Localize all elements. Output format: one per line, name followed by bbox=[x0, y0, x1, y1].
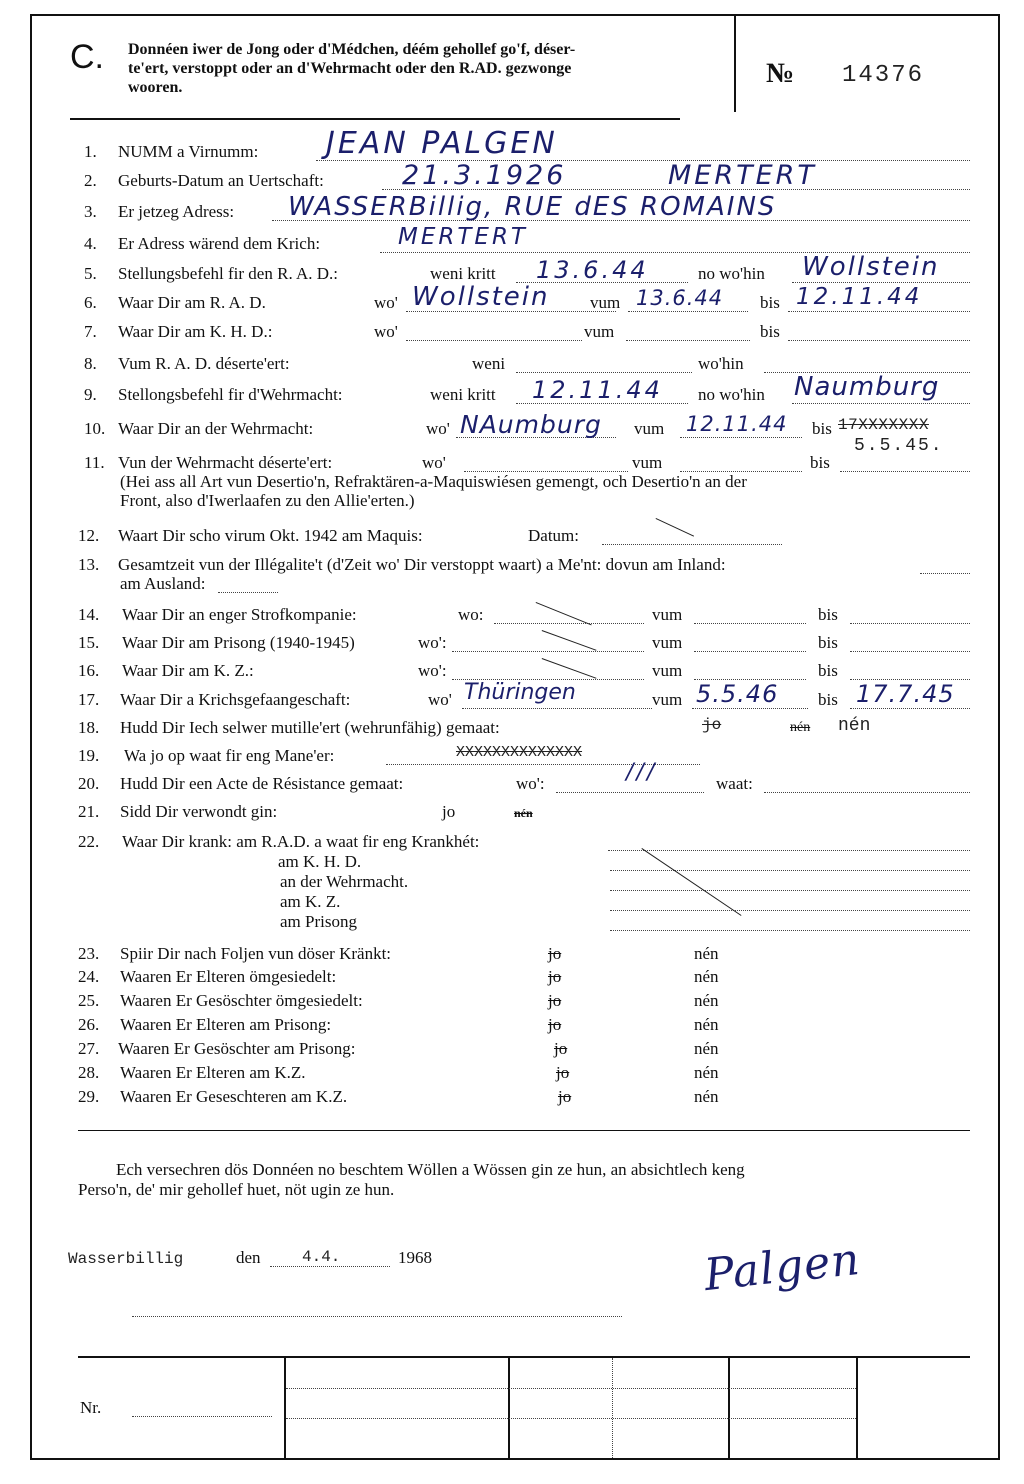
handwritten-place: Naumburg bbox=[794, 372, 940, 402]
row-number: 3. bbox=[84, 202, 97, 221]
row-label: Waar Dir am K. H. D.: bbox=[118, 322, 273, 341]
field-label: bis bbox=[760, 293, 780, 312]
handwritten-place: Wollstein bbox=[412, 282, 550, 312]
fill-line bbox=[692, 708, 808, 709]
row-number: 15. bbox=[78, 633, 100, 652]
field-label: wo' bbox=[374, 293, 398, 312]
handwritten-birth-place: MERTERT bbox=[668, 160, 817, 191]
fill-line bbox=[556, 792, 704, 793]
fill-line bbox=[132, 1316, 622, 1317]
field-label: vum bbox=[590, 293, 621, 312]
fill-line bbox=[792, 403, 970, 404]
option-no: nén bbox=[694, 1063, 719, 1082]
row-label: Hudd Dir een Acte de Résistance gemaat: bbox=[120, 774, 404, 793]
field-label: vum bbox=[652, 661, 683, 680]
row-number: 22. bbox=[78, 832, 100, 851]
row-label: Waart Dir scho virum Okt. 1942 am Maquis: bbox=[118, 526, 423, 545]
row-label: Waar Dir am K. Z.: bbox=[122, 661, 254, 680]
fill-line bbox=[452, 651, 644, 652]
row-number: 14. bbox=[78, 605, 100, 624]
row-number: 18. bbox=[78, 718, 100, 737]
row-label: NUMM a Virnumm: bbox=[118, 142, 259, 161]
row-number: 13. bbox=[78, 555, 100, 574]
declaration-rule bbox=[78, 1130, 970, 1131]
fill-line bbox=[694, 651, 806, 652]
field-label: wo': bbox=[418, 633, 447, 652]
fill-line bbox=[462, 708, 652, 709]
handwritten-war-address: MERTERT bbox=[398, 224, 528, 250]
row-number: 26. bbox=[78, 1015, 100, 1034]
field-label: wo' bbox=[422, 453, 446, 472]
header-title-line: Donnéen iwer de Jong oder d'Médchen, déém gehollef go'f, déser- bbox=[128, 41, 576, 58]
handwritten-place: Wollstein bbox=[802, 252, 940, 282]
crossed-out-text: XXXXXXXXXXXXXX bbox=[456, 744, 583, 761]
crossed-out-date: 17XXXXXXX bbox=[838, 416, 929, 434]
field-label: wo': bbox=[516, 774, 545, 793]
option-yes-crossed: jo bbox=[548, 944, 562, 963]
crossed-out-option: nén bbox=[790, 720, 811, 735]
header-title-line: te'ert, verstoppt oder an d'Wehrmacht oder den R.AD. gezwonge bbox=[128, 60, 572, 77]
questionnaire-form bbox=[30, 14, 1000, 1460]
note-line: Front, also d'Iwerlaafen zu den Allie'erten.) bbox=[120, 491, 415, 510]
header-bottom-rule bbox=[70, 118, 680, 120]
handwritten-place: NAumburg bbox=[460, 410, 602, 439]
fill-line bbox=[840, 471, 970, 472]
row-label: Hudd Dir Iech selwer mutille'ert (wehrunfähig) gemaat: bbox=[120, 718, 500, 737]
row-label: Waaren Er Elteren am Prisong: bbox=[120, 1015, 332, 1034]
row-label: Waar Dir am R. A. D. bbox=[118, 293, 266, 312]
number-symbol: № bbox=[766, 58, 795, 89]
fill-line bbox=[608, 850, 970, 851]
field-label: weni kritt bbox=[430, 264, 496, 283]
fill-line bbox=[610, 910, 970, 911]
sub-label: am K. H. D. bbox=[278, 852, 362, 871]
pen-mark bbox=[542, 658, 597, 679]
fill-line bbox=[694, 623, 806, 624]
form-letter: C. bbox=[70, 38, 104, 76]
row-number: 1. bbox=[84, 142, 97, 161]
row-number: 7. bbox=[84, 322, 97, 341]
footer-number-label: Nr. bbox=[80, 1398, 102, 1417]
declaration-line: Perso'n, de' mir gehollef huet, nöt ugin ze hun. bbox=[78, 1180, 395, 1199]
year-label: 1968 bbox=[398, 1248, 432, 1267]
row-number: 29. bbox=[78, 1087, 100, 1106]
fill-line bbox=[406, 340, 582, 341]
field-label: wo': bbox=[418, 661, 447, 680]
footer-divider bbox=[856, 1356, 858, 1460]
field-label: wo' bbox=[426, 419, 450, 438]
sub-label: am K. Z. bbox=[280, 892, 341, 911]
row-number: 17. bbox=[78, 690, 100, 709]
footer-divider bbox=[728, 1356, 730, 1460]
fill-line bbox=[610, 870, 970, 871]
field-label: vum bbox=[652, 605, 683, 624]
row-label: Vum R. A. D. déserte'ert: bbox=[118, 354, 290, 373]
footer-dotted-divider bbox=[612, 1358, 613, 1458]
pen-mark bbox=[641, 848, 741, 916]
sub-label: am Prisong bbox=[280, 912, 357, 931]
footer-top-rule bbox=[78, 1356, 970, 1358]
row-label: Sidd Dir verwondt gin: bbox=[120, 802, 278, 821]
row-label: Waaren Er Gesöschter ömgesiedelt: bbox=[120, 991, 363, 1010]
fill-line bbox=[494, 623, 644, 624]
fill-line bbox=[610, 890, 970, 891]
fill-line bbox=[132, 1416, 272, 1417]
field-label: vum bbox=[652, 633, 683, 652]
form-number: 14376 bbox=[842, 62, 925, 89]
row-label: Stellungsbefehl fir den R. A. D.: bbox=[118, 264, 339, 283]
typed-date: 4.4. bbox=[302, 1248, 341, 1266]
field-label: bis bbox=[818, 633, 838, 652]
row-number: 16. bbox=[78, 661, 100, 680]
row-number: 19. bbox=[78, 746, 100, 765]
fill-line bbox=[628, 311, 748, 312]
row-number: 25. bbox=[78, 991, 100, 1010]
row-label: Waaren Er Gesöschter am Prisong: bbox=[118, 1039, 356, 1058]
row-label: Vun der Wehrmacht déserte'ert: bbox=[118, 453, 333, 472]
row-number: 8. bbox=[84, 354, 97, 373]
crossed-out-option: jo bbox=[702, 716, 722, 734]
handwritten-date: 12.11.44 bbox=[796, 284, 923, 310]
row-number: 23. bbox=[78, 944, 100, 963]
field-label: vum bbox=[584, 322, 615, 341]
handwritten-date: 13.6.44 bbox=[636, 286, 724, 310]
field-label: weni kritt bbox=[430, 385, 496, 404]
row-number: 6. bbox=[84, 293, 97, 312]
declaration-line: Ech versechren dös Donnéen no beschtem Wöllen a Wössen gin ze hun, an absichtlech keng bbox=[116, 1160, 745, 1179]
handwritten-date: 12.11.44 bbox=[686, 412, 788, 436]
row-label: Er jetzeg Adress: bbox=[118, 202, 235, 221]
footer-dotted-rule bbox=[286, 1418, 856, 1419]
field-label: waat: bbox=[716, 774, 753, 793]
row-number: 5. bbox=[84, 264, 97, 283]
date-prefix-label: den bbox=[236, 1248, 261, 1267]
row-label: Spiir Dir nach Foljen vun döser Kränkt: bbox=[120, 944, 392, 963]
field-label: bis bbox=[818, 661, 838, 680]
sub-label: an der Wehrmacht. bbox=[280, 872, 409, 891]
row-label: Geburts-Datum an Uertschaft: bbox=[118, 171, 324, 190]
handwritten-date: 5.5.46 bbox=[696, 680, 779, 708]
fill-line bbox=[850, 623, 970, 624]
fill-line bbox=[680, 437, 802, 438]
fill-line bbox=[920, 573, 970, 574]
row-number: 4. bbox=[84, 234, 97, 253]
row-number: 11. bbox=[84, 453, 105, 472]
handwritten-date: 17.7.45 bbox=[856, 680, 955, 708]
typed-answer: nén bbox=[838, 716, 871, 736]
field-label: vum bbox=[634, 419, 665, 438]
header-title bbox=[128, 40, 575, 97]
field-label: bis bbox=[810, 453, 830, 472]
field-label: bis bbox=[760, 322, 780, 341]
row-label: Waar Dir a Krichsgefaangeschaft: bbox=[120, 690, 351, 709]
fill-line bbox=[270, 1266, 390, 1267]
header-divider bbox=[734, 16, 736, 112]
row-label: Waaren Er Geseschteren am K.Z. bbox=[120, 1087, 348, 1106]
option-yes-crossed: jo bbox=[554, 1039, 568, 1058]
row-label: Stellongsbefehl fir d'Wehrmacht: bbox=[118, 385, 343, 404]
row-label: Waar Dir an der Wehrmacht: bbox=[118, 419, 314, 438]
footer-divider bbox=[284, 1356, 286, 1460]
fill-line bbox=[764, 792, 970, 793]
row-label: Waar Dir am Prisong (1940-1945) bbox=[122, 633, 355, 652]
handwritten-date: 13.6.44 bbox=[536, 256, 649, 284]
fill-line bbox=[610, 930, 970, 931]
handwritten-birth-date: 21.3.1926 bbox=[402, 160, 567, 191]
row-number: 21. bbox=[78, 802, 100, 821]
option-no: nén bbox=[694, 1087, 719, 1106]
typed-date: 5.5.45. bbox=[854, 436, 944, 456]
typed-place: Wasserbillig bbox=[68, 1250, 184, 1268]
fill-line bbox=[626, 340, 750, 341]
field-label: Datum: bbox=[528, 526, 579, 545]
handwritten-current-address: WASSERBillig, RUE dES ROMAINS bbox=[288, 192, 777, 222]
fill-line bbox=[516, 372, 692, 373]
option-yes-crossed: jo bbox=[558, 1087, 572, 1106]
pen-mark bbox=[656, 518, 694, 537]
handwritten-place: Thüringen bbox=[464, 680, 576, 705]
fill-line bbox=[850, 708, 970, 709]
row-label: am Ausland: bbox=[120, 574, 206, 593]
footer-divider bbox=[508, 1356, 510, 1460]
footer-dotted-rule bbox=[286, 1388, 856, 1389]
field-label: no wo'hin bbox=[698, 385, 765, 404]
option-no: nén bbox=[694, 944, 719, 963]
option-no-crossed: nén bbox=[514, 806, 533, 820]
handwritten-date: 12.11.44 bbox=[532, 376, 663, 404]
field-label: weni bbox=[472, 354, 506, 373]
option-yes: jo bbox=[442, 802, 456, 821]
header-title-line: wooren. bbox=[128, 79, 183, 96]
row-label: Waar Dir krank: am R.A.D. a waat fir eng Krankhét: bbox=[122, 832, 480, 851]
row-number: 2. bbox=[84, 171, 97, 190]
row-number: 27. bbox=[78, 1039, 100, 1058]
field-label: wo'hin bbox=[698, 354, 744, 373]
row-label: Waaren Er Elteren ömgesiedelt: bbox=[120, 967, 337, 986]
handwritten-mark: /// bbox=[626, 760, 658, 785]
option-no: nén bbox=[694, 991, 719, 1010]
fill-line bbox=[788, 311, 970, 312]
row-label: Wa jo op waat fir eng Mane'er: bbox=[124, 746, 335, 765]
row-number: 10. bbox=[84, 419, 106, 438]
row-label: Er Adress wärend dem Krich: bbox=[118, 234, 321, 253]
signature: Palgen bbox=[701, 1233, 863, 1302]
row-number: 9. bbox=[84, 385, 97, 404]
row-number: 24. bbox=[78, 967, 100, 986]
fill-line bbox=[792, 282, 970, 283]
row-label: Waaren Er Elteren am K.Z. bbox=[120, 1063, 306, 1082]
row-label: Waar Dir an enger Strofkompanie: bbox=[122, 605, 357, 624]
fill-line bbox=[788, 340, 970, 341]
field-label: wo: bbox=[458, 605, 484, 624]
field-label: bis bbox=[812, 419, 832, 438]
field-label: bis bbox=[818, 690, 838, 709]
row-number: 20. bbox=[78, 774, 100, 793]
field-label: wo' bbox=[374, 322, 398, 341]
note-line: (Hei ass all Art vun Desertio'n, Refraktären-a-Maquiswiésen gemengt, och Desertio'n an der bbox=[120, 472, 747, 491]
pen-mark bbox=[536, 602, 592, 625]
row-label: Gesamtzeit vun der Illégalite't (d'Zeit wo' Dir verstoppt waart) a Me'nt: dovun am Inland: bbox=[118, 555, 726, 574]
handwritten-name: JEAN PALGEN bbox=[326, 126, 558, 161]
fill-line bbox=[850, 651, 970, 652]
field-label: vum bbox=[652, 690, 683, 709]
field-label: bis bbox=[818, 605, 838, 624]
row-number: 12. bbox=[78, 526, 100, 545]
option-no: nén bbox=[694, 967, 719, 986]
field-label: no wo'hin bbox=[698, 264, 765, 283]
option-yes-crossed: jo bbox=[556, 1063, 570, 1082]
option-yes-crossed: jo bbox=[548, 967, 562, 986]
pen-mark bbox=[542, 630, 597, 651]
fill-line bbox=[218, 592, 278, 593]
field-label: wo' bbox=[428, 690, 452, 709]
option-no: nén bbox=[694, 1015, 719, 1034]
option-yes-crossed: jo bbox=[548, 1015, 562, 1034]
option-no: nén bbox=[694, 1039, 719, 1058]
row-number: 28. bbox=[78, 1063, 100, 1082]
fill-line bbox=[602, 544, 782, 545]
field-label: vum bbox=[632, 453, 663, 472]
option-yes-crossed: jo bbox=[548, 991, 562, 1010]
